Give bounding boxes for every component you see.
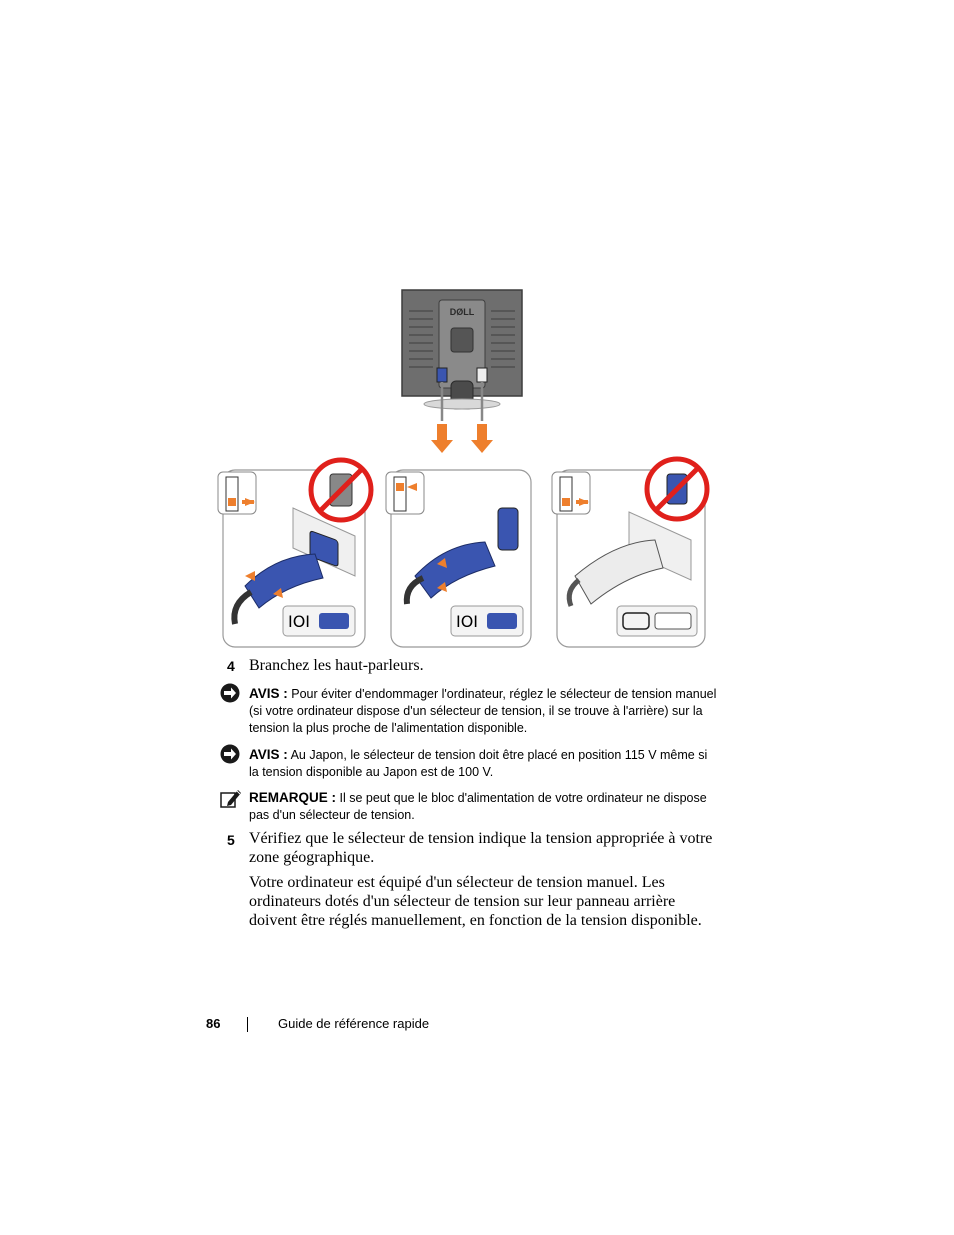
page-number: 86 xyxy=(206,1016,221,1031)
down-arrow-icon xyxy=(471,424,493,453)
remark-text: Il se peut que le bloc d'alimentation de votre ordinateur ne dispose pas d'un sélecteur de tension. xyxy=(249,791,707,822)
prohibited-icon xyxy=(647,459,707,519)
panel-vga-to-vga-adapter xyxy=(218,460,371,647)
notice-icon xyxy=(220,683,240,703)
step-text: Vérifiez que le sélecteur de tension indique la tension appropriée à votre zone géographique. xyxy=(249,830,713,866)
vga-port-symbol-icon xyxy=(283,606,355,636)
monitor-back xyxy=(402,290,522,421)
svg-text:IOI: IOI xyxy=(287,612,311,631)
notice-block xyxy=(249,746,719,781)
panel-dvi xyxy=(552,459,707,647)
port-location-icon xyxy=(218,472,256,514)
notice-text: Au Japon, le sélecteur de tension doit être placé en position 115 V même si la tension disponible au Japon est de 100 V. xyxy=(249,748,708,779)
vga-port-symbol-icon xyxy=(451,606,523,636)
svg-text:IOI: IOI xyxy=(455,612,479,631)
notice-text: Pour éviter d'endommager l'ordinateur, réglez le sélecteur de tension manuel (si votre ordinateur dispose d'un sélecteur de tension, il se trouve à l'arrière) sur la tension la plus proche de l'alimentation disponible. xyxy=(249,687,717,735)
monitor-connection-illustration xyxy=(215,286,715,651)
notice-icon xyxy=(220,744,240,764)
dvi-port-symbol-icon xyxy=(617,606,697,636)
notice-block xyxy=(249,685,719,737)
down-arrow-icon xyxy=(431,424,453,453)
remark-block xyxy=(249,789,719,824)
step-number: 4 xyxy=(227,658,235,674)
remark-label: REMARQUE : xyxy=(249,790,336,805)
body-paragraph: Votre ordinateur est équipé d'un sélecteur de tension manuel. Les ordinateurs dotés d'un sélecteur de tension sur leur panneau arrière doivent être réglés manuellement, en fonction de la tension disponible. xyxy=(249,874,702,929)
port-location-icon xyxy=(386,472,424,514)
prohibited-icon xyxy=(311,460,371,520)
notice-label: AVIS : xyxy=(249,747,288,762)
notice-label: AVIS : xyxy=(249,686,288,701)
pencil-note-icon xyxy=(220,788,242,808)
port-location-icon xyxy=(552,472,590,514)
guide-title: Guide de référence rapide xyxy=(278,1016,430,1031)
footer-separator xyxy=(247,1017,248,1032)
dell-logo: DØLL xyxy=(449,307,475,317)
panel-vga-to-vga xyxy=(386,470,531,647)
step-text: Branchez les haut-parleurs. xyxy=(249,657,424,674)
step-number: 5 xyxy=(227,832,235,848)
